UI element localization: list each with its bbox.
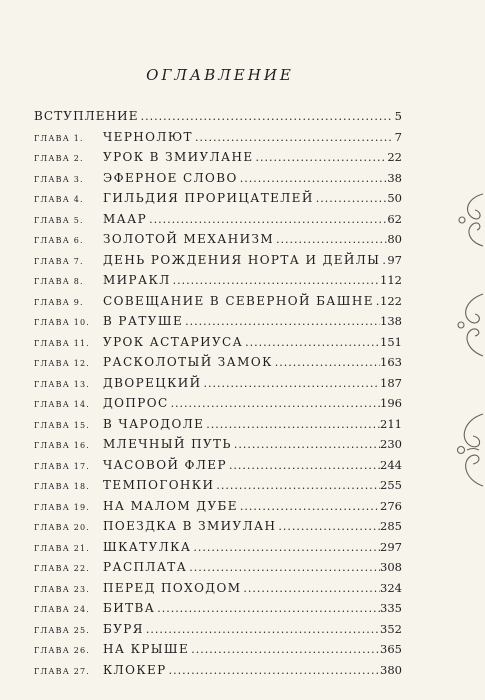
- entry-page: 122: [380, 293, 402, 308]
- entry-page: 80: [387, 232, 402, 246]
- toc-entry-chapter[interactable]: [34, 642, 402, 663]
- entry-page: 352: [380, 621, 402, 636]
- toc-entry-chapter[interactable]: [34, 273, 402, 294]
- entry-page: 5: [394, 109, 402, 123]
- toc-entry-chapter[interactable]: [34, 191, 402, 212]
- chapter-number: ГЛАВА 20.: [34, 523, 91, 532]
- entry-title: БУРЯ: [103, 621, 144, 636]
- entry-title: ТЕМПОГОНКИ: [103, 478, 215, 492]
- toc-entry-chapter[interactable]: [34, 212, 402, 233]
- dot-leader: [147, 213, 387, 226]
- dot-leader: [273, 356, 380, 369]
- toc-entry-chapter[interactable]: [34, 519, 402, 540]
- swirl-ornament-icon: [453, 410, 485, 494]
- dot-leader: [254, 151, 388, 164]
- toc-entry-chapter[interactable]: [34, 232, 402, 253]
- toc-entry-chapter[interactable]: [34, 581, 402, 602]
- entry-title: В ЧАРОДОЛЕ: [103, 416, 205, 431]
- chapter-number: ГЛАВА 3.: [34, 174, 84, 184]
- dot-leader: [155, 602, 380, 615]
- chapter-number: ГЛАВА 16.: [34, 441, 91, 450]
- chapter-number: ГЛАВА 4.: [34, 195, 84, 204]
- entry-title: БИТВА: [103, 601, 156, 615]
- entry-page: 244: [380, 457, 402, 472]
- entry-title: ПЕРЕД ПОХОДОМ: [103, 580, 242, 595]
- entry-page: 97: [387, 252, 402, 267]
- toc-entry-chapter[interactable]: [34, 314, 402, 335]
- toc-entry-chapter[interactable]: [34, 478, 402, 499]
- entry-page: 50: [387, 191, 402, 205]
- chapter-number: ГЛАВА 17.: [34, 461, 91, 471]
- dot-leader: [191, 541, 380, 554]
- entry-title: ШКАТУЛКА: [103, 539, 192, 554]
- entry-page: 112: [380, 273, 402, 287]
- entry-page: 138: [380, 314, 402, 328]
- entry-title: МИРАКЛ: [103, 273, 171, 287]
- entry-title: ВСТУПЛЕНИЕ: [34, 109, 139, 123]
- chapter-number: ГЛАВА 18.: [34, 482, 91, 491]
- chapter-number: ГЛАВА 22.: [34, 564, 91, 573]
- dot-leader: [276, 520, 380, 533]
- entry-title: В РАТУШЕ: [103, 314, 184, 328]
- chapter-number: ГЛАВА 10.: [34, 318, 91, 327]
- chapter-number: ГЛАВА 27.: [34, 666, 91, 676]
- toc-entry-chapter[interactable]: [34, 560, 402, 581]
- entry-title: УРОК В ЗМИУЛАНЕ: [103, 150, 254, 164]
- entry-page: 285: [380, 519, 402, 533]
- dot-leader: [171, 274, 380, 287]
- chapter-number: ГЛАВА 25.: [34, 625, 91, 635]
- dot-leader: [193, 131, 392, 144]
- dot-leader: [274, 233, 387, 246]
- dot-leader: [187, 561, 380, 574]
- entry-page: 151: [380, 334, 402, 349]
- entry-page: 22: [387, 150, 402, 164]
- entry-page: 38: [387, 170, 402, 185]
- dot-leader: [169, 397, 380, 410]
- chapter-number: ГЛАВА 21.: [34, 543, 91, 553]
- toc-entry-chapter[interactable]: [34, 499, 402, 520]
- chapter-number: ГЛАВА 11.: [34, 338, 91, 348]
- dot-leader: [238, 172, 388, 185]
- entry-title: РАСПЛАТА: [103, 560, 188, 574]
- entry-title: МЛЕЧНЫЙ ПУТЬ: [103, 437, 232, 451]
- chapter-number: ГЛАВА 24.: [34, 605, 91, 614]
- entry-page: 297: [380, 539, 402, 554]
- entry-title: ГИЛЬДИЯ ПРОРИЦАТЕЛЕЙ: [103, 191, 314, 205]
- entry-page: 308: [380, 560, 402, 574]
- toc-entry-chapter[interactable]: [34, 294, 402, 315]
- dot-leader: [202, 377, 381, 390]
- dot-leader: [189, 643, 380, 656]
- entry-page: 163: [380, 355, 402, 369]
- swirl-ornament-icon: [453, 190, 485, 254]
- toc-entry-intro[interactable]: [34, 109, 402, 130]
- chapter-number: ГЛАВА 26.: [34, 646, 91, 655]
- entry-title: ЭФЕРНОЕ СЛОВО: [103, 170, 238, 185]
- toc-entry-chapter[interactable]: [34, 601, 402, 622]
- entry-title: УРОК АСТАРИУСА: [103, 334, 244, 349]
- entry-title: КЛОКЕР: [103, 662, 167, 677]
- toc-entry-chapter[interactable]: [34, 253, 402, 274]
- dot-leader: [314, 192, 388, 205]
- dot-leader: [241, 582, 380, 595]
- dot-leader: [214, 479, 380, 492]
- dot-leader: [232, 438, 380, 451]
- table-of-contents: [34, 109, 402, 683]
- entry-title: ДВОРЕЦКИЙ: [103, 375, 202, 390]
- toc-entry-chapter[interactable]: [34, 396, 402, 417]
- chapter-number: ГЛАВА 8.: [34, 277, 84, 286]
- chapter-number: ГЛАВА 7.: [34, 256, 84, 266]
- entry-page: 211: [380, 416, 402, 431]
- entry-title: ДОПРОС: [103, 396, 169, 410]
- entry-title: ЗОЛОТОЙ МЕХАНИЗМ: [103, 232, 275, 246]
- chapter-number: ГЛАВА 12.: [34, 359, 91, 368]
- entry-title: ЧАСОВОЙ ФЛЕР: [103, 457, 227, 472]
- entry-page: 276: [380, 498, 402, 513]
- dot-leader: [243, 336, 380, 349]
- toc-entry-chapter[interactable]: [34, 335, 402, 356]
- dot-leader: [183, 315, 380, 328]
- toc-entry-chapter[interactable]: [34, 622, 402, 643]
- entry-title: НА МАЛОМ ДУБЕ: [103, 498, 238, 513]
- chapter-number: ГЛАВА 14.: [34, 400, 91, 409]
- entry-page: 62: [387, 211, 402, 226]
- entry-title: СОВЕЩАНИЕ В СЕВЕРНОЙ БАШНЕ: [103, 293, 374, 308]
- entry-title: МААР: [103, 211, 148, 226]
- entry-title: ЧЕРНОЛЮТ: [103, 129, 193, 144]
- toc-entry-chapter[interactable]: [34, 355, 402, 376]
- chapter-number: ГЛАВА 19.: [34, 502, 91, 512]
- chapter-number: ГЛАВА 9.: [34, 297, 84, 307]
- entry-page: 335: [380, 601, 402, 615]
- entry-title: РАСКОЛОТЫЙ ЗАМОК: [103, 355, 273, 369]
- entry-page: 7: [394, 129, 402, 144]
- toc-entry-chapter[interactable]: [34, 171, 402, 192]
- entry-page: 196: [380, 396, 402, 410]
- entry-title: ДЕНЬ РОЖДЕНИЯ НОРТА И ДЕЙЛЫ: [103, 252, 381, 267]
- page-title: ОГЛАВЛЕНИЕ: [146, 66, 294, 84]
- chapter-number: ГЛАВА 13.: [34, 379, 91, 389]
- entry-page: 187: [380, 375, 402, 390]
- dot-leader: [227, 459, 380, 472]
- entry-page: 365: [380, 642, 402, 656]
- toc-entry-chapter[interactable]: [34, 458, 402, 479]
- toc-entry-chapter[interactable]: [34, 376, 402, 397]
- toc-entry-chapter[interactable]: [34, 540, 402, 561]
- toc-entry-chapter[interactable]: [34, 150, 402, 171]
- dot-leader: [167, 664, 380, 677]
- toc-entry-chapter[interactable]: [34, 130, 402, 151]
- dot-leader: [238, 500, 380, 513]
- toc-entry-chapter[interactable]: [34, 663, 402, 684]
- dot-leader: [380, 254, 387, 267]
- entry-page: 255: [380, 478, 402, 492]
- chapter-number: ГЛАВА 5.: [34, 215, 84, 225]
- dot-leader: [204, 418, 380, 431]
- dot-leader: [144, 623, 380, 636]
- entry-page: 380: [380, 662, 402, 677]
- entry-title: НА КРЫШЕ: [103, 642, 190, 656]
- chapter-number: ГЛАВА 23.: [34, 584, 91, 594]
- entry-page: 324: [380, 580, 402, 595]
- entry-page: 230: [380, 437, 402, 451]
- entry-title: ПОЕЗДКА В ЗМИУЛАН: [103, 519, 277, 533]
- chapter-number: ГЛАВА 2.: [34, 154, 84, 163]
- chapter-number: ГЛАВА 15.: [34, 420, 91, 430]
- toc-entry-chapter[interactable]: [34, 437, 402, 458]
- dot-leader: [139, 110, 392, 123]
- chapter-number: ГЛАВА 6.: [34, 236, 84, 245]
- toc-entry-chapter[interactable]: [34, 417, 402, 438]
- chapter-number: ГЛАВА 1.: [34, 133, 84, 143]
- chapter-list: [34, 130, 402, 684]
- swirl-ornament-icon: [453, 290, 485, 364]
